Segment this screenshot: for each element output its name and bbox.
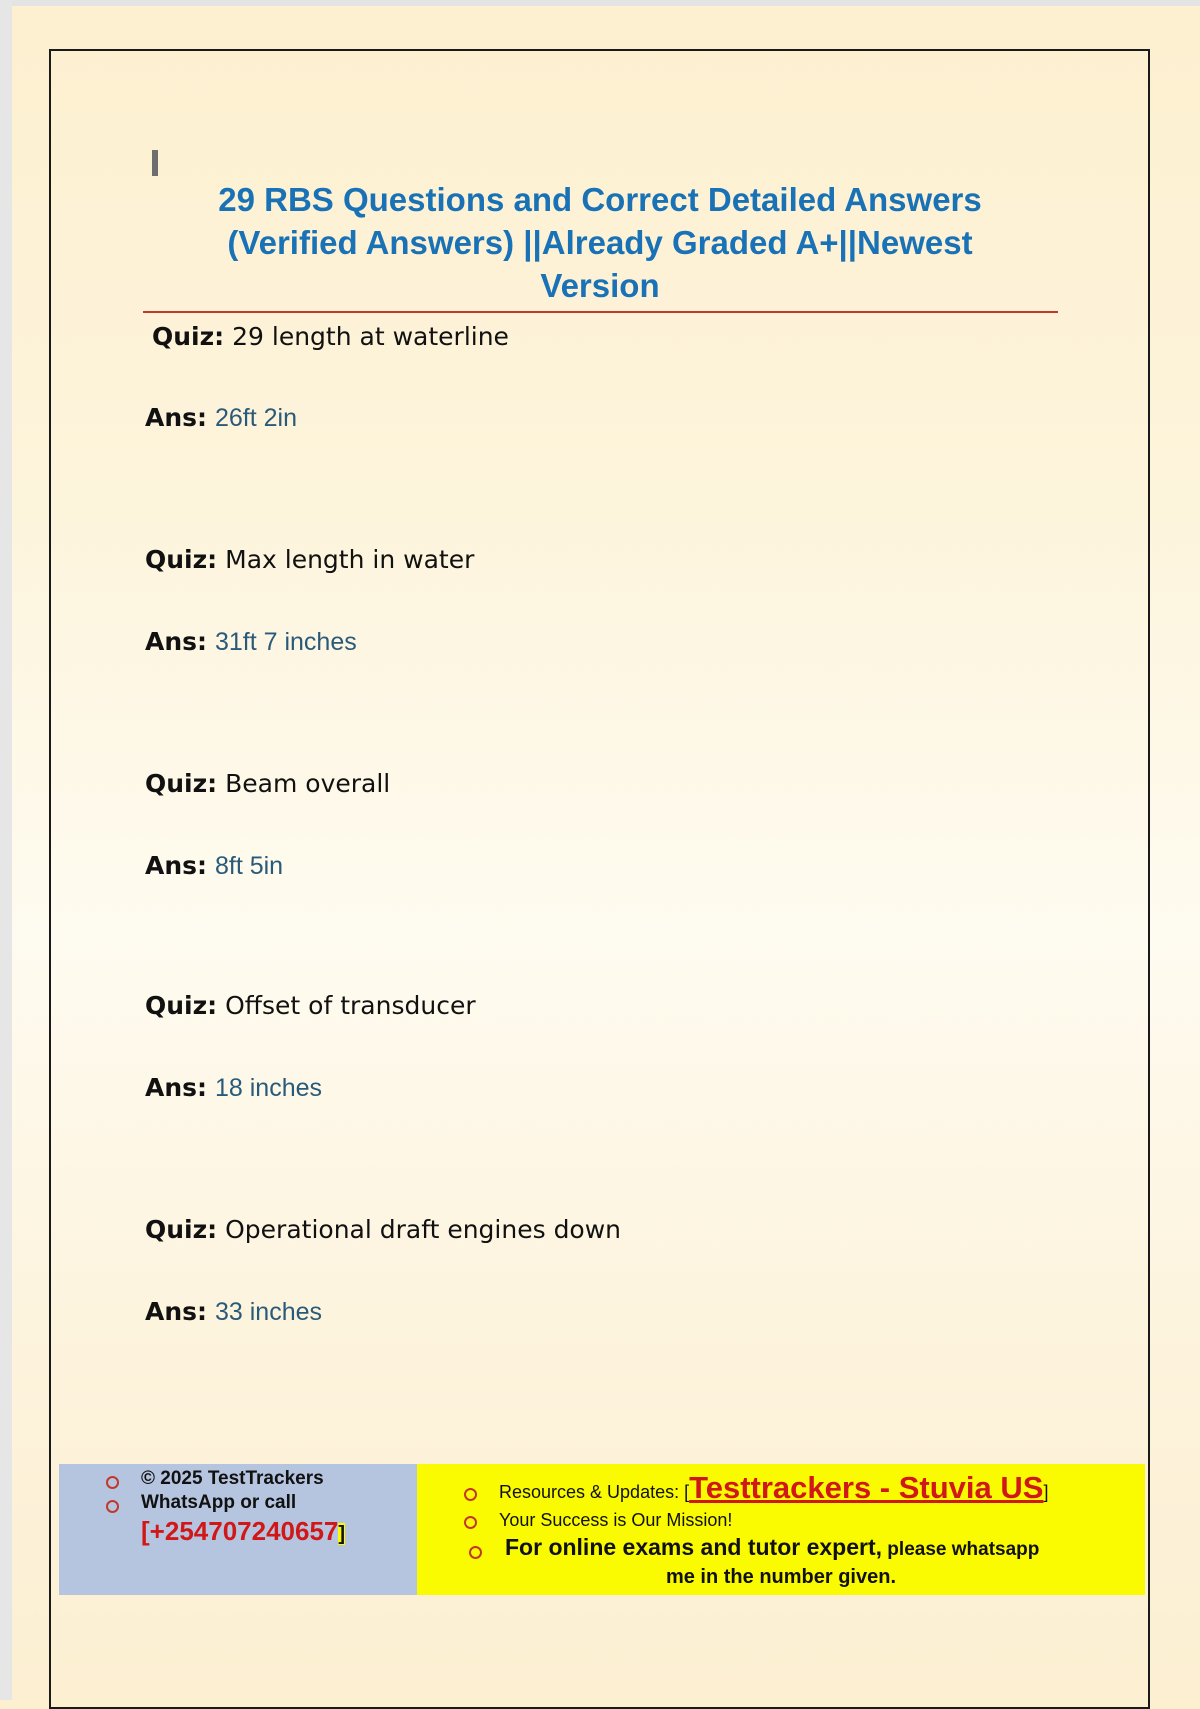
title-line-2: (Verified Answers) ||Already Graded A+||Newest [227, 224, 973, 261]
quiz-label: Quiz: [145, 991, 218, 1020]
ans-label: Ans: [145, 627, 208, 656]
quiz-1 [152, 322, 509, 351]
ans-label: Ans: [145, 1073, 208, 1102]
answer-value: 33 inches [214, 1298, 323, 1326]
phone-bracket-close: ] [338, 1523, 346, 1545]
ans-label: Ans: [145, 403, 208, 432]
resources-label: Resources & Updates: [ [499, 1482, 690, 1502]
text-cursor-mark [152, 150, 158, 176]
title-line-3: Version [540, 267, 660, 304]
mission-text: Your Success is Our Mission! [499, 1510, 733, 1530]
quiz-3 [145, 769, 390, 798]
title-line-1: 29 RBS Questions and Correct Detailed Answers [218, 181, 982, 218]
answer-4 [145, 1073, 322, 1103]
resources-link[interactable]: Testtrackers - Stuvia US [689, 1470, 1044, 1505]
tutor-line-2: me in the number given. [665, 1566, 897, 1588]
ans-label: Ans: [145, 851, 208, 880]
bullet-icon [106, 1500, 119, 1513]
quiz-label: Quiz: [145, 1215, 218, 1244]
document-title [150, 178, 1050, 307]
quiz-4 [145, 991, 476, 1020]
bullet-icon [464, 1516, 477, 1529]
top-strip [0, 0, 1200, 6]
tutor-line-1-small: please whatsapp [882, 1539, 1040, 1560]
quiz-label: Quiz: [145, 769, 218, 798]
bullet-icon [469, 1546, 482, 1559]
left-strip [0, 0, 12, 1700]
bullet-icon [106, 1476, 119, 1489]
quiz-question: Operational draft engines down [225, 1215, 622, 1244]
resources-bracket-close: ] [1043, 1482, 1049, 1502]
quiz-label: Quiz: [145, 545, 218, 574]
answer-3 [145, 851, 283, 881]
answer-value: 8ft 5in [214, 852, 284, 880]
quiz-question: Beam overall [225, 769, 391, 798]
answer-value: 26ft 2in [214, 404, 297, 432]
answer-value: 31ft 7 inches [214, 628, 357, 656]
title-divider [143, 311, 1058, 313]
footer-banner [59, 1464, 1145, 1595]
quiz-question: 29 length at waterline [232, 322, 509, 351]
quiz-question: Offset of transducer [225, 991, 476, 1020]
phone-number[interactable]: +254707240657 [149, 1516, 339, 1546]
phone-line [141, 1516, 345, 1547]
resources-line [499, 1470, 1048, 1506]
ans-label: Ans: [145, 1297, 208, 1326]
answer-value: 18 inches [214, 1074, 323, 1102]
answer-1 [145, 403, 297, 433]
footer-resources-panel [417, 1464, 1145, 1595]
phone-bracket-open: [ [141, 1516, 150, 1546]
tutor-line-1 [505, 1534, 1039, 1561]
tutor-line-1-big: For online exams and tutor expert, [505, 1534, 883, 1560]
copyright-text: © 2025 TestTrackers [141, 1468, 324, 1489]
quiz-question: Max length in water [225, 545, 475, 574]
bullet-icon [464, 1488, 477, 1501]
whatsapp-label: WhatsApp or call [141, 1492, 297, 1513]
answer-2 [145, 627, 357, 657]
quiz-5 [145, 1215, 621, 1244]
quiz-2 [145, 545, 474, 574]
quiz-label: Quiz: [152, 322, 225, 351]
footer-contact-panel [59, 1464, 417, 1595]
answer-5 [145, 1297, 322, 1327]
